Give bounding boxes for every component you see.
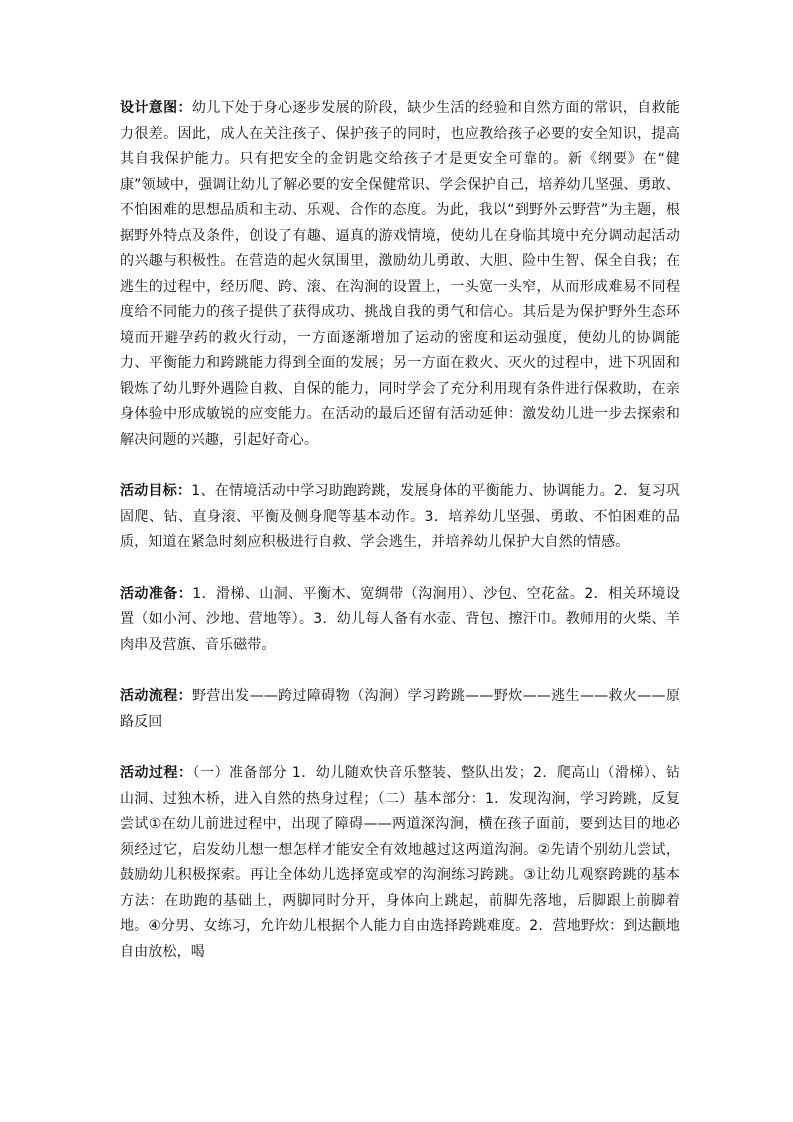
section-activity-goals [120,479,680,556]
section-body: （一）准备部分 1．幼儿随欢快音乐整装、整队出发；2．爬高山（滑梯）、钻山洞、过独木桥，进入自然的热身过程；（二）基本部分：1．发现沟涧，学习跨跳，反复尝试①在幼儿前进过程中，出现了障碍——两道深沟涧，横在孩子面前，要到达目的地必须经过它，启发幼儿想一想怎样才能安全有效地越过这两道沟涧。②先请个别幼儿尝试，鼓励幼儿积极探索。再让全体幼儿选择宽或窄的沟涧练习跨跳。③让幼儿观察跨跳的基本方法：在助跑的基础上，两脚同时分开，身体向上跳起，前脚先落地，后脚跟上前脚着地。④分男、女练习，允许幼儿根据个人能力自由选择跨跳难度。2．营地野炊：到达颧地自由放松，喝 [120,765,680,960]
section-body: 1、在情境活动中学习助跑跨跳，发展身体的平衡能力、协调能力。2．复习巩固爬、钻、直身滚、平衡及侧身爬等基本动作。3．培养幼儿坚强、勇敢、不怕困难的品质，知道在紧急时刻应积极进行自救、学会逃生，并培养幼儿保护大自然的情感。 [120,483,681,550]
section-label: 活动目标： [120,483,192,499]
section-design-intent [120,96,680,453]
section-activity-process [120,761,680,965]
section-label: 活动过程： [120,765,193,781]
section-label: 设计意图： [120,100,192,116]
document-page [120,96,680,991]
section-activity-preparation [120,582,680,659]
section-activity-flow [120,684,680,735]
section-body: 幼儿下处于身心逐步发展的阶段，缺少生活的经验和自然方面的常识，自救能力很差。因此，成人在关注孩子、保护孩子的同时，也应教给孩子必要的安全知识，提高其自我保护能力。只有把安全的金钥匙交给孩子才是更安全可靠的。新《纲要》在“健康”领域中，强调让幼儿了解必要的安全保健常识、学会保护自己，培养幼儿坚强、勇敢、不怕困难的思想品质和主动、乐观、合作的态度。为此，我以“到野外云野营”为主题，根据野外特点及条件，创设了有趣、逼真的游戏情境，使幼儿在身临其境中充分调动起活动的兴趣与积极性。在营造的起火氛围里，激励幼儿勇敢、大胆、险中生智、保全自我；在逃生的过程中，经历爬、跨、滚、在沟涧的设置上，一头宽一头窄，从而形成难易不同程度给不同能力的孩子提供了获得成功、挑战自我的勇气和信心。其后是为保护野外生态环境而开避孕药的救火行动，一方面逐渐增加了运动的密度和运动强度，使幼儿的协调能力、平衡能力和跨跳能力得到全面的发展；另一方面在救火、灭火的过程中，进下巩固和锻炼了幼儿野外遇险自救、自保的能力，同时学会了充分利用现有条件进行保救助，在亲身体验中形成敏锐的应变能力。在活动的最后还留有活动延伸：激发幼儿进一步去探索和解决问题的兴趣，引起好奇心。 [120,100,680,448]
section-body: 1．滑梯、山洞、平衡木、宽绸带（沟涧用）、沙包、空花盆。2．相关环境设置（如小河、沙地、营地等）。3．幼儿每人备有水壶、背包、擦汗巾。教师用的火柴、羊肉串及营旗、音乐磁带。 [120,585,681,653]
section-label: 活动准备： [120,585,193,602]
section-body: 野营出发——跨过障碍物（沟涧）学习跨跳——野炊——逃生——救火——原路反回 [120,688,680,730]
section-label: 活动流程： [120,688,192,704]
